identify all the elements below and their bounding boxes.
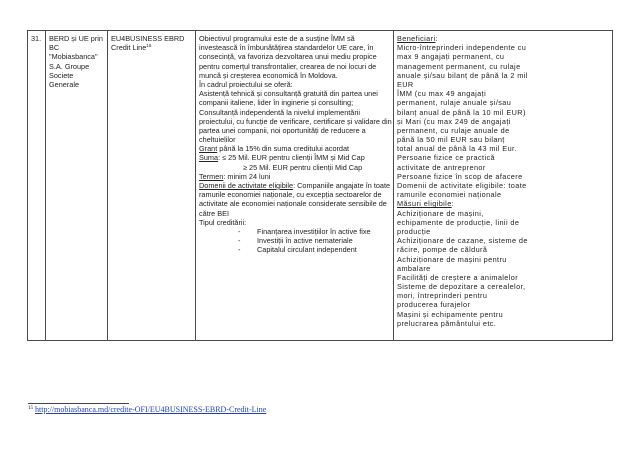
description-line xyxy=(199,52,391,61)
beneficiaries-text: Mașini și echipamente pentru xyxy=(397,309,504,319)
beneficiaries-line xyxy=(397,52,610,61)
institution-line: S.A. Groupe xyxy=(49,61,90,71)
credit-type-list-item xyxy=(199,245,391,254)
beneficiaries-text: activitate de antreprenor xyxy=(397,162,486,172)
beneficiaries-line xyxy=(397,310,610,319)
beneficiaries-line xyxy=(397,218,610,227)
beneficiaries-line xyxy=(397,62,610,71)
beneficiaries-line xyxy=(397,71,610,80)
footnote xyxy=(28,405,266,415)
beneficiaries-text: Micro-întreprinderi independente cu xyxy=(397,43,527,53)
description-text: activitate ale economiei naționale considerate sensibile de xyxy=(199,199,387,209)
beneficiaries-text: echipamente de producție, linii de xyxy=(397,217,520,227)
beneficiaries-text: Achiziționare de mașini pentru xyxy=(397,254,507,264)
beneficiaries-text: max 9 angajați permanent, cu xyxy=(397,52,505,62)
beneficiaries-line xyxy=(397,300,610,309)
description-text: consecință, va favoriza dezvoltarea unui mediu propice xyxy=(199,52,377,62)
beneficiaries-line xyxy=(397,264,610,273)
beneficiaries-text: permanent, cu rulaje anuale de xyxy=(397,125,510,135)
footnote-number: 15 xyxy=(28,406,33,411)
footnote-reference: 15 xyxy=(146,43,152,49)
beneficiaries-line xyxy=(397,153,610,162)
description-text: : minim 24 luni xyxy=(223,171,271,181)
institution-line: BERD și UE prin xyxy=(49,34,103,43)
beneficiaries-line xyxy=(397,80,610,89)
beneficiaries-line xyxy=(397,282,610,291)
description-cell xyxy=(196,31,394,341)
beneficiaries-text: prelucrarea pământului etc. xyxy=(397,318,497,328)
description-line xyxy=(199,117,391,126)
description-line xyxy=(199,126,391,135)
beneficiaries-text: Facilități de creștere a animalelor xyxy=(397,272,519,282)
row-number: 31. xyxy=(31,34,42,43)
beneficiaries-line xyxy=(397,117,610,126)
beneficiaries-text: producție xyxy=(397,226,431,236)
description-text: companii italiene, lider în inginerie și consulting; xyxy=(199,98,354,108)
beneficiaries-text: mori, întreprinderi pentru xyxy=(397,291,488,301)
beneficiaries-line xyxy=(397,34,610,43)
institution-line: Generale xyxy=(49,79,80,89)
description-text: proiectului, cu funcție de verificare, certificare și validare din xyxy=(199,116,392,126)
description-text: cheltuielilor xyxy=(199,135,236,145)
beneficiaries-line xyxy=(397,89,610,98)
institution-line: Societe xyxy=(49,70,74,80)
beneficiaries-cell xyxy=(394,31,613,341)
beneficiaries-line xyxy=(397,255,610,264)
description-text: investească în îmbunătățirea standardelor UE care, în xyxy=(199,43,374,53)
programs-table xyxy=(27,30,613,341)
description-line xyxy=(199,190,391,199)
beneficiaries-text: total anual de până la 43 mil Eur. xyxy=(397,144,517,154)
description-text: pentru comerțul transfrontalier, crearea de noi locuri de xyxy=(199,61,377,71)
beneficiaries-text: Sisteme de depozitare a cerealelor, xyxy=(397,282,526,292)
beneficiaries-text: Domenii de activitate eligibile: toate xyxy=(397,181,527,190)
beneficiaries-line xyxy=(397,43,610,52)
table-row xyxy=(28,31,613,341)
beneficiaries-text: ambalare xyxy=(397,263,431,273)
description-text: Capitalul circulant independent xyxy=(257,245,357,255)
institution-line: "Mobiasbanca" xyxy=(49,52,98,62)
beneficiaries-line xyxy=(397,163,610,172)
description-text: Finanțarea investițiilor în active fixe xyxy=(257,226,371,236)
description-text: ≥ 25 Mil. EUR pentru clienții Mid Cap xyxy=(243,162,363,172)
beneficiaries-line xyxy=(397,236,610,245)
beneficiaries-text: Achiziționare de cazane, sisteme de xyxy=(397,236,528,246)
program-name-line xyxy=(111,43,193,52)
term-label: Termen xyxy=(199,171,224,181)
description-text: Consultanță independentă la nivelul implementării xyxy=(199,107,361,117)
beneficiaries-line xyxy=(397,135,610,144)
beneficiaries-text: ÎMM (cu max 49 angajați xyxy=(397,89,487,99)
beneficiaries-text: răcire, pompe de căldură xyxy=(397,245,488,255)
beneficiaries-line xyxy=(397,227,610,236)
credit-type-list-item xyxy=(199,227,391,236)
description-text: Tipul creditării: xyxy=(199,217,247,227)
description-line xyxy=(199,89,391,98)
beneficiaries-text: : xyxy=(435,34,438,43)
beneficiaries-text: permanent, rulaje anuale și/sau xyxy=(397,98,512,108)
description-text: Obiectivul programului este de a susține ÎMM să xyxy=(199,34,355,43)
beneficiaries-text: anuale și/sau bilanț de până la 2 mil xyxy=(397,70,528,80)
description-text: ramurile economiei naționale, cu excepția sectoarelor de xyxy=(199,190,382,200)
beneficiaries-line xyxy=(397,209,610,218)
beneficiaries-line xyxy=(397,291,610,300)
beneficiaries-line xyxy=(397,108,610,117)
beneficiaries-text: producerea furajelor xyxy=(397,300,471,310)
description-line xyxy=(199,80,391,89)
beneficiaries-line xyxy=(397,181,610,190)
amount-label: Suma xyxy=(199,153,219,163)
beneficiaries-text: bilanț anual de până la 10 mil EUR) xyxy=(397,107,526,117)
beneficiaries-text: până la 50 mil EUR sau bilanț xyxy=(397,135,505,145)
beneficiaries-line xyxy=(397,144,610,153)
beneficiaries-text: : xyxy=(451,199,455,209)
description-text: către BEI xyxy=(199,208,230,218)
program-cell xyxy=(108,31,196,341)
beneficiaries-text: și Mari (cu max 249 de angajați xyxy=(397,116,511,126)
description-line xyxy=(199,209,391,218)
institution-cell xyxy=(46,31,108,341)
description-text: În cadrul proiectului se oferă: xyxy=(199,79,293,89)
description-line xyxy=(199,108,391,117)
credit-type-list-item xyxy=(199,236,391,245)
beneficiaries-text: Persoane fizice în scop de afacere xyxy=(397,171,523,181)
description-line xyxy=(199,153,391,162)
description-line xyxy=(199,181,391,190)
description-line xyxy=(199,71,391,80)
row-number-cell xyxy=(28,31,46,341)
list-dash: - xyxy=(238,226,241,236)
footnote-link[interactable]: http://mobiasbanca.md/credite-OFI/EU4BUSINESS-EBRD-Credit-Line xyxy=(35,405,267,414)
program-name-text: Credit Line xyxy=(111,43,147,53)
eligible-measures-label: Măsuri eligibile xyxy=(397,199,452,209)
description-text: muncă și creșterea economică în Moldova. xyxy=(199,70,338,80)
description-line xyxy=(199,172,391,181)
grant-label: Grant xyxy=(199,144,218,154)
beneficiaries-text: ramurile economiei naționale xyxy=(397,190,502,200)
eligible-fields-label: Domenii de activitate eligibile xyxy=(199,181,294,190)
beneficiaries-line xyxy=(397,245,610,254)
description-line xyxy=(199,135,391,144)
beneficiaries-text: Achiziționare de mașini, xyxy=(397,208,484,218)
beneficiaries-line xyxy=(397,273,610,282)
list-dash: - xyxy=(238,236,241,246)
program-name-line: EU4BUSINESS EBRD xyxy=(111,34,185,43)
description-line xyxy=(199,163,391,172)
description-line xyxy=(199,34,391,43)
description-line xyxy=(199,199,391,208)
description-text: Investiții în active nemateriale xyxy=(257,236,353,246)
beneficiaries-line xyxy=(397,98,610,107)
beneficiaries-label: Beneficiari xyxy=(397,34,436,43)
description-text: : ≤ 25 Mil. EUR pentru clienții ÎMM și Mid Cap xyxy=(218,153,365,163)
footnote-separator xyxy=(28,403,129,404)
description-text: Asistență tehnică și consultanță gratuită din partea unei xyxy=(199,89,378,99)
beneficiaries-line xyxy=(397,190,610,199)
beneficiaries-line xyxy=(397,172,610,181)
beneficiaries-line xyxy=(397,126,610,135)
description-line xyxy=(199,62,391,71)
beneficiaries-text: management permanent, cu rulaje xyxy=(397,61,521,71)
description-line xyxy=(199,43,391,52)
description-text: partea unei companii, noi oportunități de reducere a xyxy=(199,125,366,135)
description-text: până la 15% din suma creditului acordat xyxy=(217,144,350,154)
beneficiaries-text: EUR xyxy=(397,79,414,89)
beneficiaries-text: Persoane fizice ce practică xyxy=(397,153,495,163)
description-line xyxy=(199,98,391,107)
institution-line: BC xyxy=(49,43,60,53)
beneficiaries-line xyxy=(397,319,610,328)
beneficiaries-line xyxy=(397,199,610,208)
description-line xyxy=(199,218,391,227)
description-line xyxy=(199,144,391,153)
list-dash: - xyxy=(238,245,241,255)
description-text: : Companiile angajate în toate xyxy=(293,181,391,190)
